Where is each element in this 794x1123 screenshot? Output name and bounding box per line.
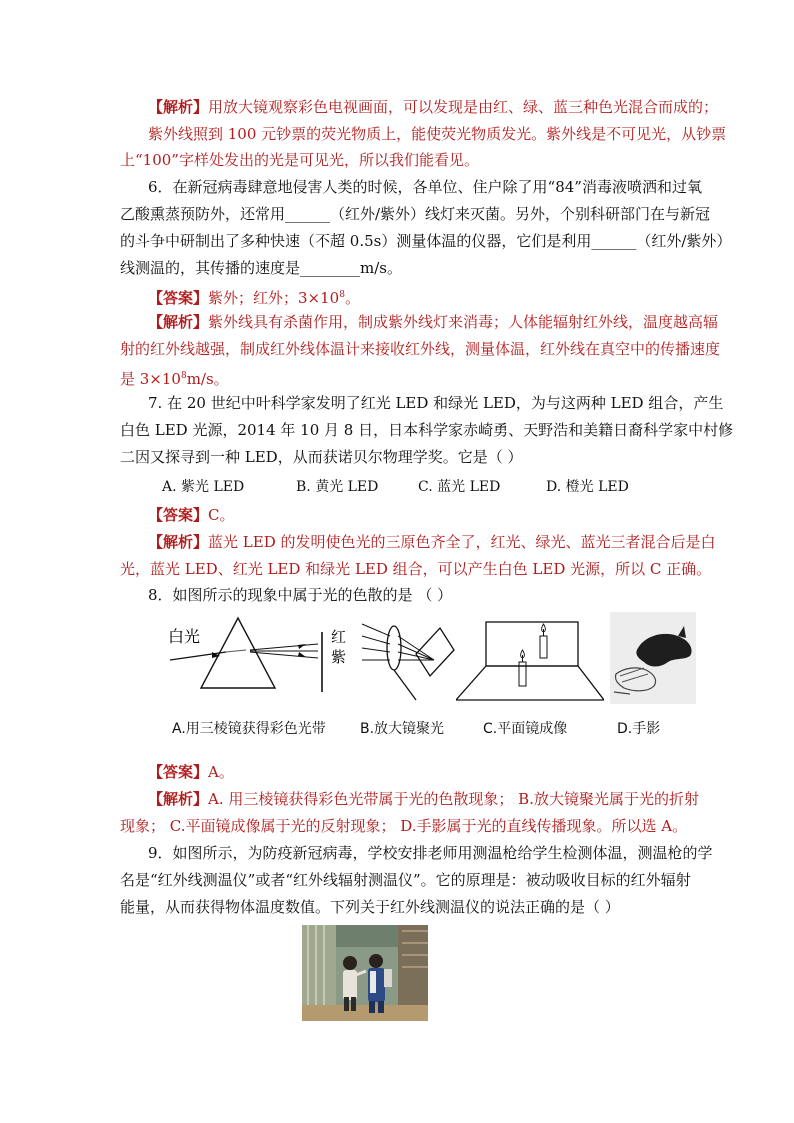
hand-shadow-figure <box>610 612 696 704</box>
q6-analysis-line-1 <box>148 312 718 332</box>
analysis-tag: 【解析】 <box>148 533 209 551</box>
q7-answer-text: C。 <box>208 506 235 524</box>
answer-tag: 【答案】 <box>148 763 209 781</box>
figure-caption-d: D.手影 <box>617 721 661 737</box>
q5-analysis-text-1: 用放大镜观察彩色电视画面，可以发现是由红、绿、蓝三种色光混合而成的； <box>208 98 719 116</box>
q6-stem-line-2: 乙酸熏蒸预防外，还常用______（红外/紫外）线灯来灭菌。另外，个别科研部门在与新冠 <box>120 205 711 223</box>
q6-answer-text: 紫外；红外；3×10 <box>208 289 340 307</box>
q8-answer <box>148 762 234 782</box>
q9-stem-line-1: 9．如图所示，为防疫新冠病毒，学校安排老师用测温枪给学生检测体温，测温枪的学 <box>148 844 713 862</box>
analysis-tag: 【解析】 <box>148 98 209 116</box>
analysis-tag: 【解析】 <box>148 790 209 808</box>
q5-analysis-line-2: 紫外线照到 100 元钞票的荧光物质上，能使荧光物质发光。紫外线是不可见光，从钞票 <box>148 125 727 143</box>
q8-stem-line-1: 8．如图所示的现象中属于光的色散的是 （ ） <box>148 586 453 604</box>
figure-caption-a: A.用三棱镜获得彩色光带 <box>172 721 326 737</box>
q6-analysis-line-3 <box>120 366 229 389</box>
figure-caption-b: B.放大镜聚光 <box>360 721 445 737</box>
q6-answer-exponent: 8 <box>339 290 345 300</box>
q7-stem-line-3: 二因又探寻到一种 LED，从而获诺贝尔物理学奖。它是（ ） <box>120 448 523 466</box>
q6-analysis-text-3b: m/s。 <box>186 370 229 388</box>
q7-analysis-text-1: 蓝光 LED 的发明使色光的三原色齐全了，红光、绿光、蓝光三者混合后是白 <box>208 533 716 551</box>
q6-stem-line-4: 线测温的，其传播的速度是________m/s。 <box>120 259 402 277</box>
q7-stem-line-2: 白色 LED 光源，2014 年 10 月 8 日，日本科学家赤崎勇、天野浩和美籍日裔科学家中村修 <box>120 421 734 439</box>
q5-analysis-line-3: 上“100”字样处发出的光是可见光，所以我们能看见。 <box>120 151 479 169</box>
q7-stem-line-1: 7. 在 20 世纪中叶科学家发明了红光 LED 和绿光 LED，为与这两种 LED 组合，产生 <box>148 394 724 412</box>
q7-analysis-line-1 <box>148 532 716 552</box>
answer-tag: 【答案】 <box>148 506 209 524</box>
plane-mirror-figure <box>456 614 604 704</box>
q6-stem-line-3: 的斗争中研制出了多种快速（不超 0.5s）测量体温的仪器，它们是利用______（红外/紫外） <box>120 232 732 250</box>
q6-analysis-line-2: 射的红外线越强，制成红外线体温计来接收红外线，测量体温，红外线在真空中的传播速度 <box>120 340 721 358</box>
red-label: 红 <box>331 628 347 646</box>
violet-label: 紫 <box>331 648 347 666</box>
q9-stem-line-2: 名是“红外线测温仪”或者“红外线辐射测温仪”。它的原理是：被动吸收目标的红外辐射 <box>120 871 691 889</box>
magnifier-figure <box>356 614 456 704</box>
q9-stem-line-3: 能量，从而获得物体温度数值。下列关于红外线测温仪的说法正确的是（ ） <box>120 898 620 916</box>
q8-analysis-text-1: A. 用三棱镜获得彩色光带属于光的色散现象； B.放大镜聚光属于光的折射 <box>208 790 699 808</box>
q6-answer <box>148 285 360 308</box>
q7-option-b: B. 黄光 LED <box>296 479 379 495</box>
q8-answer-text: A。 <box>208 763 234 781</box>
q8-analysis-line-1 <box>148 789 699 809</box>
answer-tag: 【答案】 <box>148 289 209 307</box>
q6-answer-end: 。 <box>344 289 360 307</box>
temperature-check-photo <box>302 925 428 1021</box>
q7-option-c: C. 蓝光 LED <box>418 479 501 495</box>
q6-analysis-text-1: 紫外线具有杀菌作用，制成紫外线灯来消毒；人体能辐射红外线，温度越高辐 <box>208 313 719 331</box>
q7-option-d: D. 橙光 LED <box>546 479 629 495</box>
q7-option-a: A. 紫光 LED <box>162 479 245 495</box>
q5-analysis-line-1 <box>148 97 718 117</box>
analysis-tag: 【解析】 <box>148 313 209 331</box>
prism-figure <box>168 614 358 694</box>
q7-analysis-line-2: 光，蓝光 LED、红光 LED 和绿光 LED 组合，可以产生白色 LED 光源，所以 C 正确。 <box>120 560 712 578</box>
white-light-label: 白光 <box>168 627 201 646</box>
q7-answer <box>148 505 235 525</box>
q6-analysis-exponent: 8 <box>180 371 187 381</box>
q6-stem-line-1: 6．在新冠病毒肆意地侵害人类的时候，各单位、住户除了用“84”消毒液喷洒和过氧 <box>148 178 702 196</box>
q6-analysis-text-3a: 是 3×10 <box>120 370 181 388</box>
figure-caption-c: C.平面镜成像 <box>483 721 568 737</box>
q8-analysis-line-2: 现象； C.平面镜成像属于光的反射现象； D.手影属于光的直线传播现象。所以选 A。 <box>120 817 688 835</box>
